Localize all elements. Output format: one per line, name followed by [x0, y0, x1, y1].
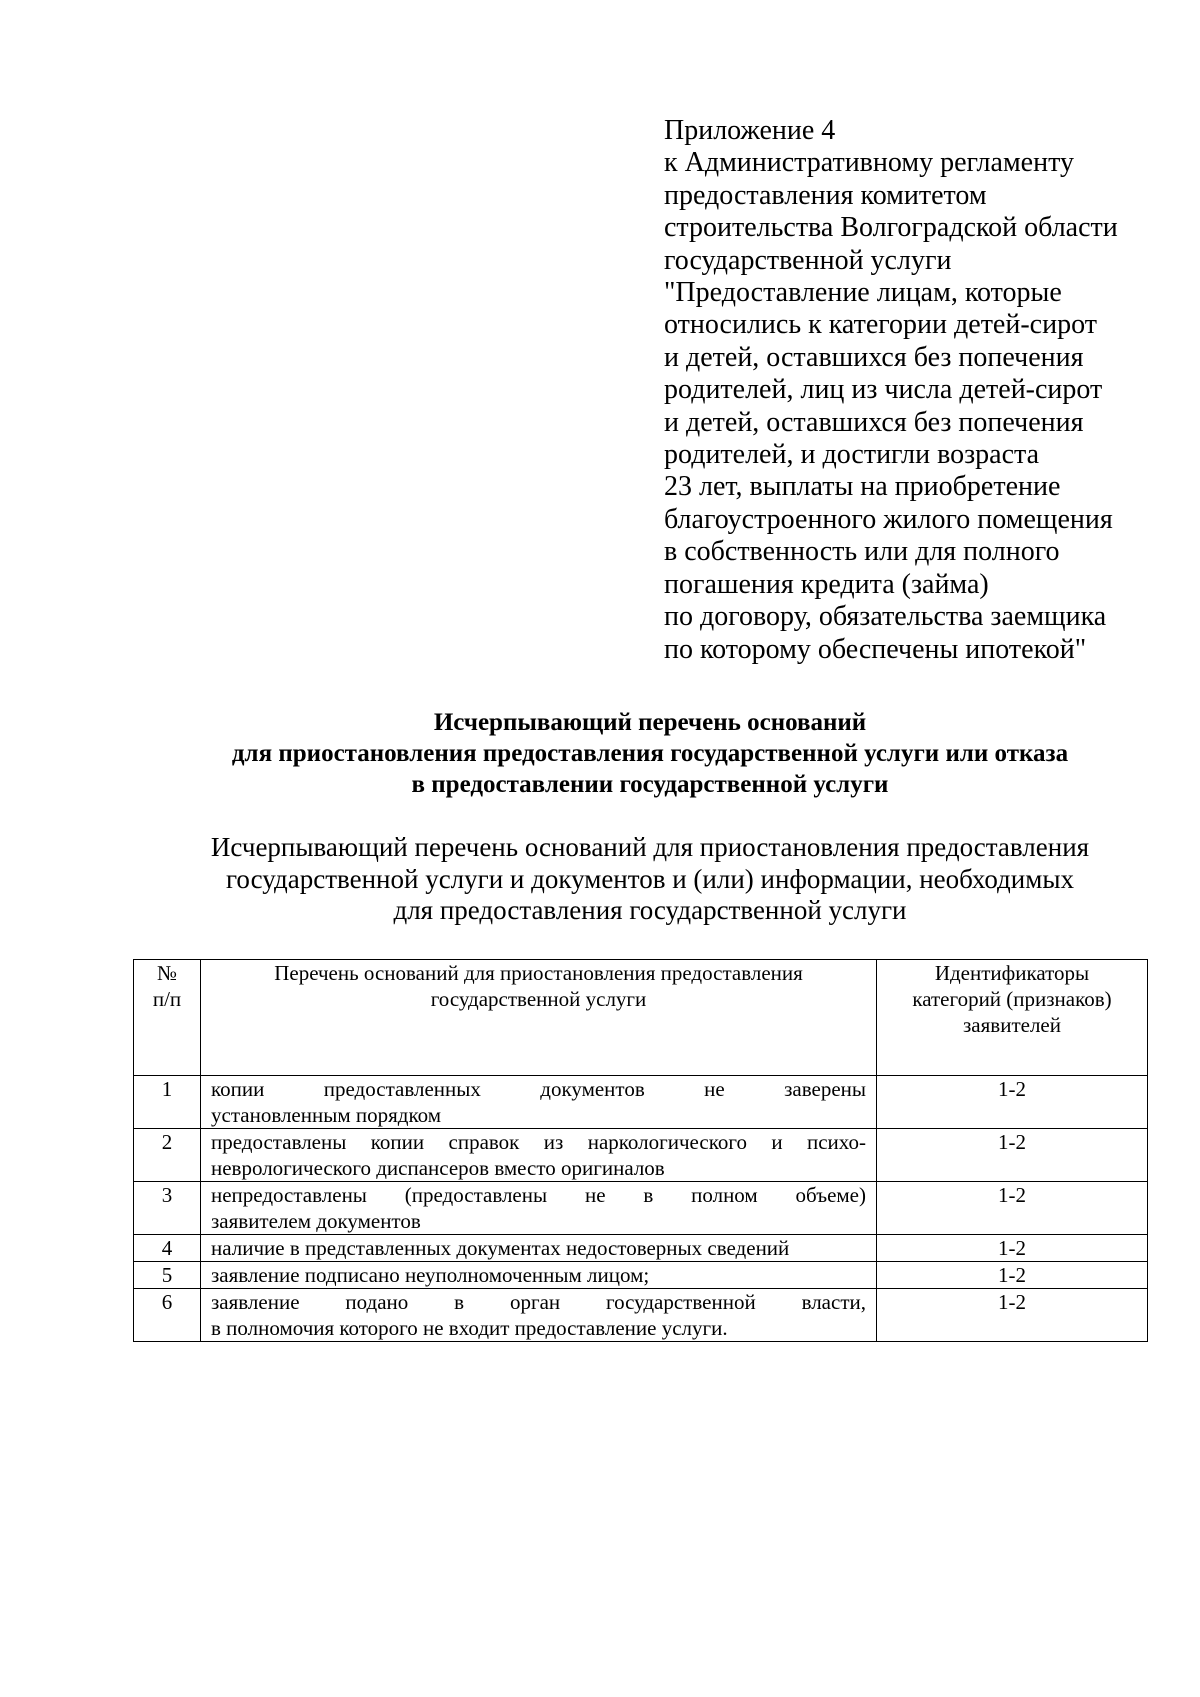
- appendix-line: Приложение 4: [664, 115, 836, 146]
- document-title: [100, 707, 1200, 800]
- row-number: 3: [134, 1182, 201, 1235]
- row-identifier: 1-2: [877, 1129, 1148, 1182]
- header-identifiers-line: категорий (признаков): [912, 987, 1112, 1011]
- row-grounds: [201, 1235, 877, 1262]
- header-grounds-line: Перечень оснований для приостановления предоставления: [274, 961, 803, 985]
- row-grounds-line: заявление подписано неуполномоченным лицом;: [211, 1263, 650, 1287]
- appendix-line: по которому обеспечены ипотекой": [664, 633, 1087, 665]
- appendix-header: [664, 115, 1184, 666]
- table-row: [134, 1235, 1148, 1262]
- table-row: [134, 1182, 1148, 1235]
- table-row: [134, 1076, 1148, 1129]
- subtitle-line: Исчерпывающий перечень оснований для приостановления предоставления: [210, 832, 1090, 862]
- appendix-line: в собственность или для полного: [664, 536, 1060, 568]
- appendix-line: к Административному регламенту: [664, 147, 1074, 179]
- appendix-line: родителей, и достигли возраста: [664, 439, 1040, 471]
- header-identifiers: [877, 960, 1148, 1076]
- row-grounds: [201, 1262, 877, 1289]
- row-grounds-line: наличие в представленных документах недостоверных сведений: [211, 1236, 790, 1260]
- title-line: в предоставлении государственной услуги: [411, 771, 889, 798]
- subtitle-line: для предоставления государственной услуги: [393, 895, 907, 925]
- subtitle-line: государственной услуги и документов и (или) информации, необходимых: [226, 863, 1074, 894]
- row-grounds: [201, 1289, 877, 1342]
- appendix-line: благоустроенного жилого помещения: [664, 503, 1113, 535]
- row-grounds-line: установленным порядком: [211, 1103, 441, 1127]
- appendix-line: 23 лет, выплаты на приобретение: [664, 471, 1061, 503]
- row-number: 5: [134, 1262, 201, 1289]
- row-identifier: 1-2: [877, 1289, 1148, 1342]
- appendix-line: относились к категории детей-сирот: [664, 309, 1097, 341]
- appendix-line: родителей, лиц из числа детей-сирот: [664, 374, 1103, 406]
- table-row: [134, 1262, 1148, 1289]
- row-grounds-line: непредоставлены (предоставлены не в полном объеме): [211, 1183, 866, 1207]
- row-identifier: 1-2: [877, 1182, 1148, 1235]
- row-number: 1: [134, 1076, 201, 1129]
- document-subtitle: [100, 832, 1200, 927]
- appendix-line: предоставления комитетом: [664, 179, 987, 211]
- title-line: для приостановления предоставления государственной услуги или отказа: [231, 740, 1069, 767]
- header-number-line: №: [156, 961, 178, 985]
- header-grounds: [201, 960, 877, 1076]
- table-row: [134, 1129, 1148, 1182]
- row-grounds-line: предоставлены копии справок из наркологического и психо-: [211, 1130, 866, 1154]
- row-identifier: 1-2: [877, 1262, 1148, 1289]
- appendix-line: "Предоставление лицам, которые: [664, 277, 1062, 309]
- header-grounds-line: государственной услуги: [430, 987, 647, 1011]
- table-row: [134, 1289, 1148, 1342]
- row-identifier: 1-2: [877, 1235, 1148, 1262]
- header-identifiers-line: Идентификаторы: [934, 961, 1090, 985]
- row-grounds: [201, 1129, 877, 1182]
- row-grounds-line: неврологического диспансеров вместо оригиналов: [211, 1156, 665, 1180]
- header-number-line: п/п: [152, 987, 182, 1011]
- appendix-line: государственной услуги: [664, 244, 952, 276]
- grounds-table: [133, 959, 1148, 1342]
- header-identifiers-line: заявителей: [963, 1013, 1061, 1037]
- row-number: 6: [134, 1289, 201, 1342]
- appendix-line: строительства Волгоградской области: [664, 212, 1118, 244]
- row-grounds: [201, 1076, 877, 1129]
- appendix-line: и детей, оставшихся без попечения: [664, 406, 1084, 438]
- row-number: 2: [134, 1129, 201, 1182]
- table-header-row: [134, 960, 1148, 1076]
- header-number: [134, 960, 201, 1076]
- row-number: 4: [134, 1235, 201, 1262]
- row-grounds-line: заявителем документов: [211, 1209, 421, 1233]
- row-grounds: [201, 1182, 877, 1235]
- row-grounds-line: копии предоставленных документов не заверены: [211, 1077, 866, 1101]
- row-identifier: 1-2: [877, 1076, 1148, 1129]
- row-grounds-line: заявление подано в орган государственной власти,: [211, 1290, 866, 1314]
- appendix-line: и детей, оставшихся без попечения: [664, 341, 1084, 373]
- appendix-line: погашения кредита (займа): [664, 568, 989, 600]
- title-line: Исчерпывающий перечень оснований: [433, 709, 867, 736]
- row-grounds-line: в полномочия которого не входит предоставление услуги.: [211, 1316, 728, 1340]
- appendix-line: по договору, обязательства заемщика: [664, 601, 1107, 633]
